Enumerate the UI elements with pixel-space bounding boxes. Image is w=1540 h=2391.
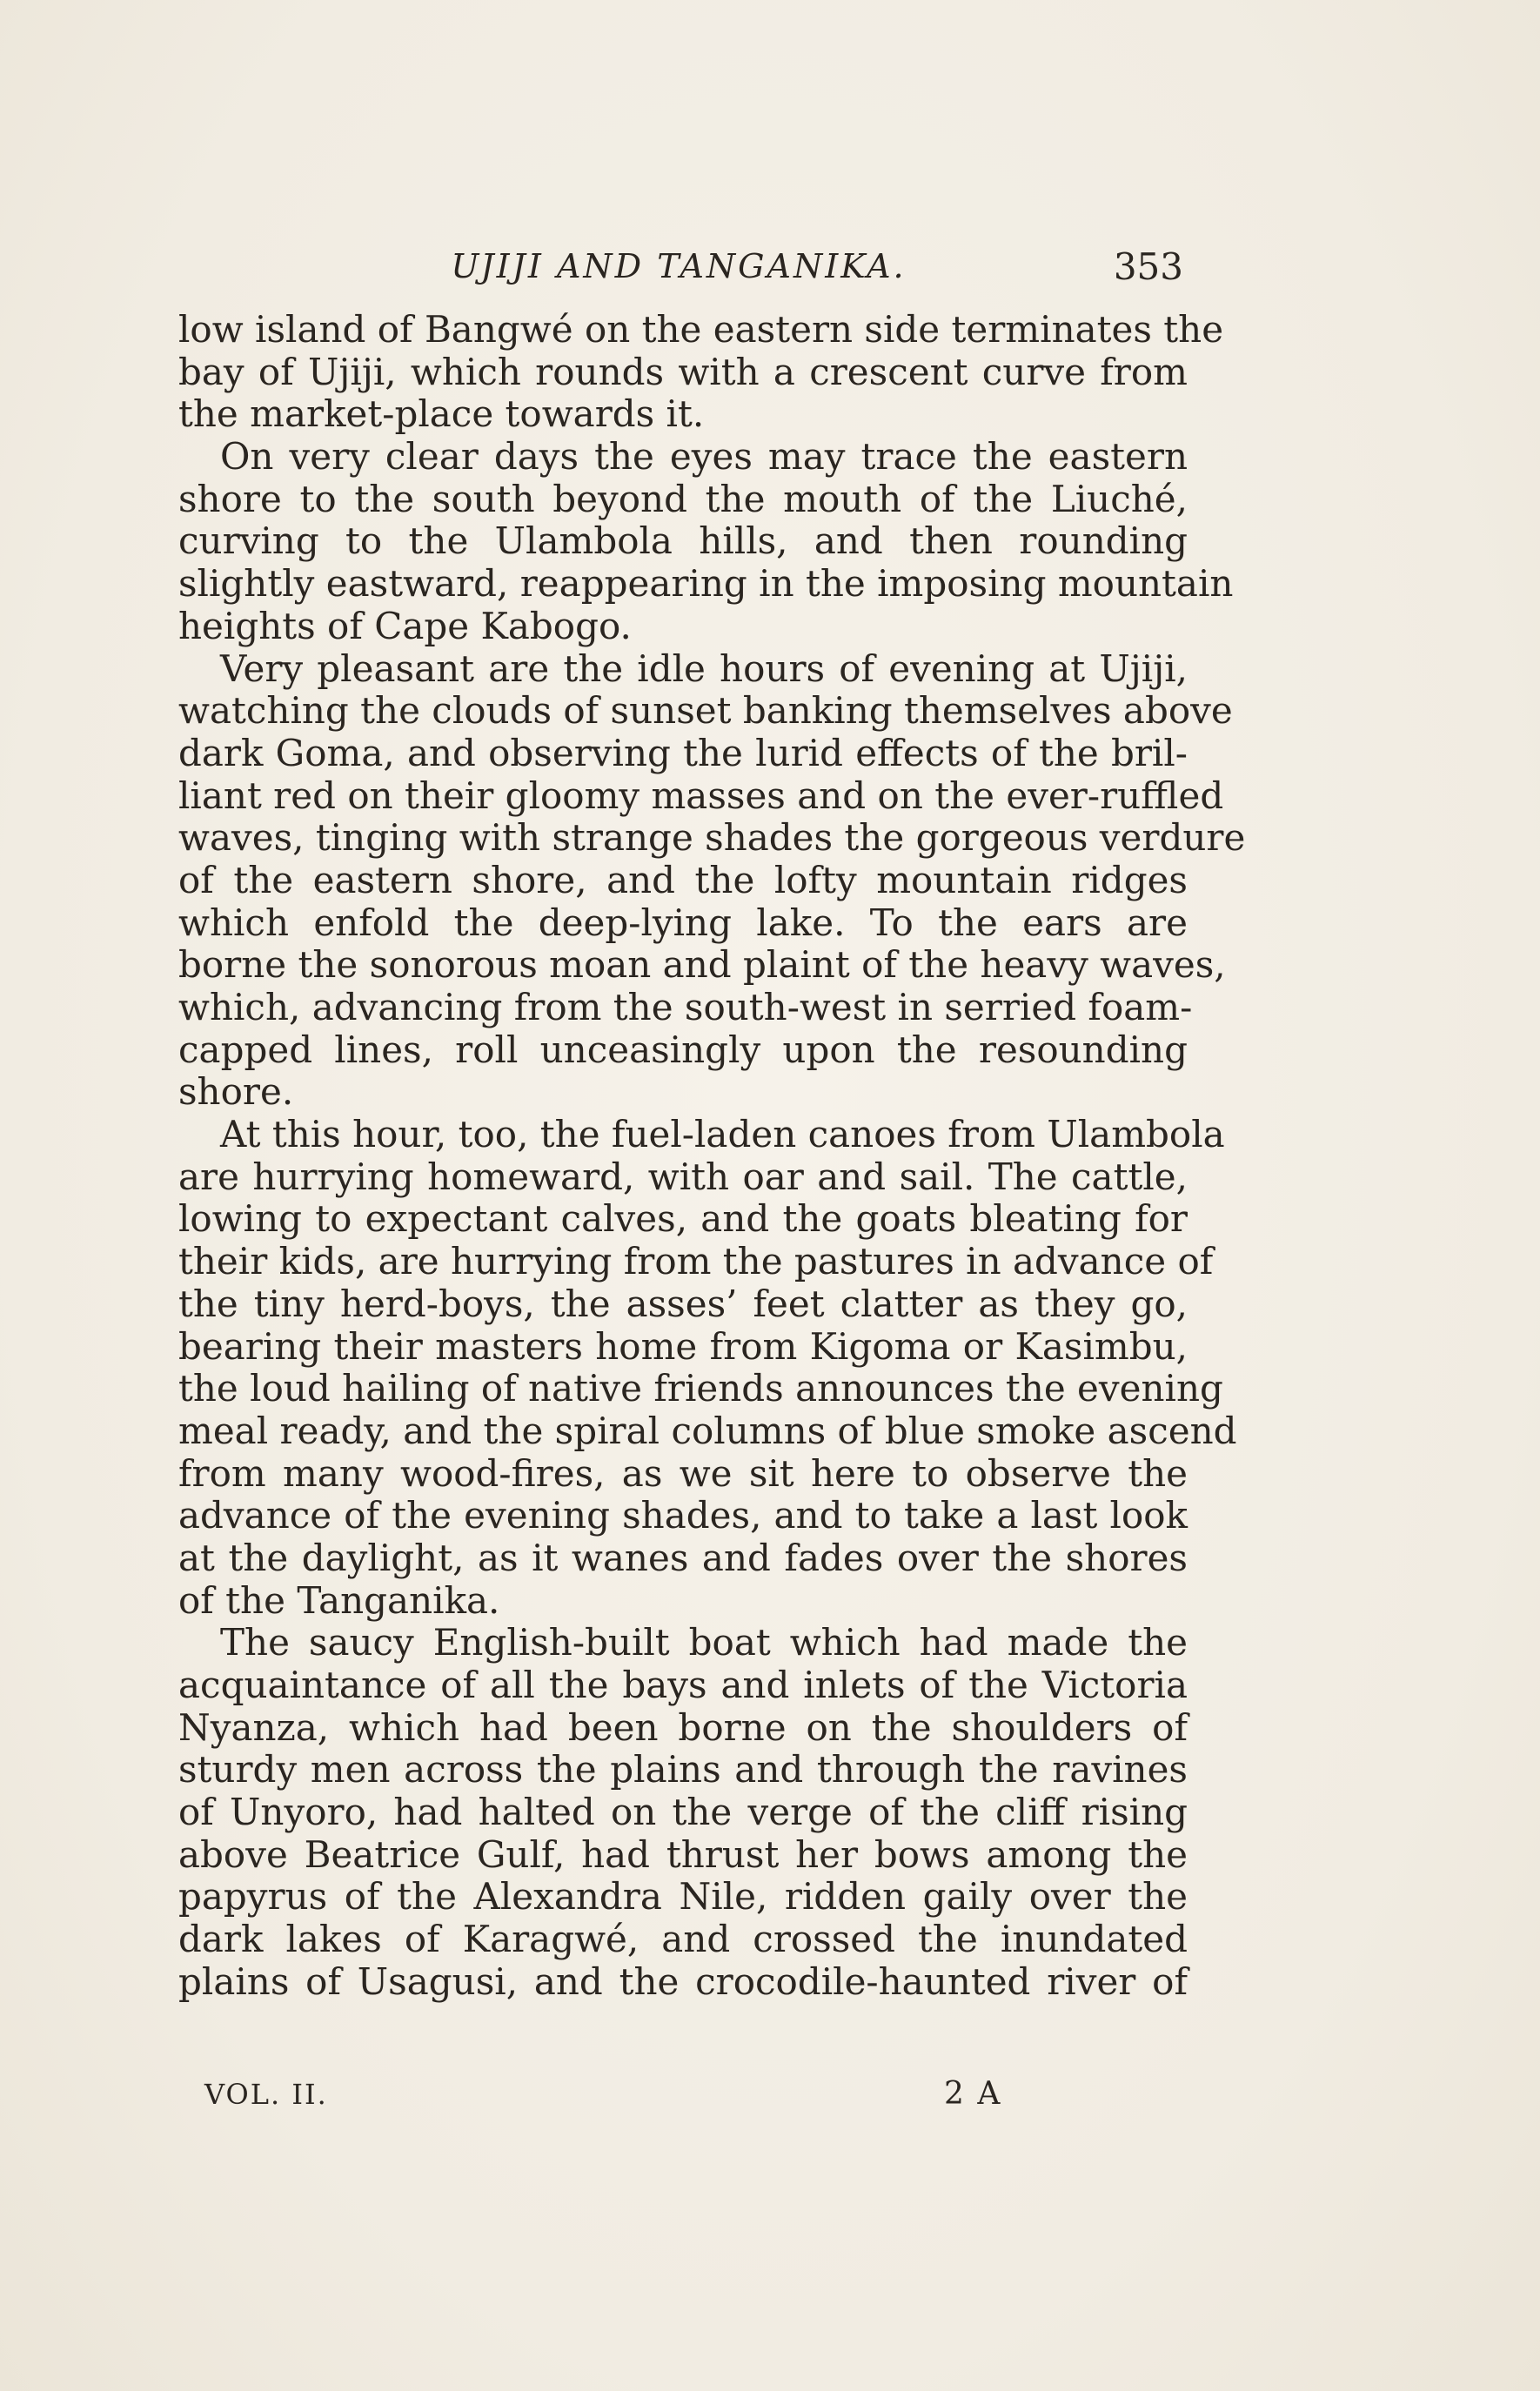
text-line: plains of Usagusi, and the crocodile-haunted river of: [178, 1959, 1188, 2003]
text-line: curving to the Ulambola hills, and then rounding: [178, 519, 1188, 563]
text-line: The saucy English-built boat which had made the: [220, 1621, 1188, 1664]
text-line: the loud hailing of native friends announces the evening: [178, 1367, 1223, 1410]
text-line: which enfold the deep-lying lake. To the ears are: [178, 901, 1188, 944]
text-line: On very clear days the eyes may trace the eastern: [220, 435, 1188, 479]
text-line: lowing to expectant calves, and the goats bleating for: [178, 1197, 1188, 1241]
text-line: low island of Bangwé on the eastern side terminates the: [178, 308, 1224, 351]
text-line: capped lines, roll unceasingly upon the resounding: [178, 1028, 1188, 1071]
text-line: from many wood-fires, as we sit here to observe the: [178, 1451, 1188, 1495]
text-line: dark lakes of Karagwé, and crossed the inundated: [178, 1918, 1188, 1961]
page-footer: [204, 2073, 1057, 2125]
text-line: papyrus of the Alexandra Nile, ridden gaily over the: [178, 1875, 1188, 1919]
text-line: dark Goma, and observing the lurid effects of the bril-: [178, 731, 1188, 774]
text-line: sturdy men across the plains and through the ravines: [178, 1748, 1188, 1792]
text-line: the market-place towards it.: [178, 392, 705, 436]
text-line: are hurrying homeward, with oar and sail. The cattle,: [178, 1155, 1188, 1198]
text-line: bay of Ujiji, which rounds with a crescent curve from: [178, 350, 1188, 393]
text-line: above Beatrice Gulf, had thrust her bows among the: [178, 1832, 1188, 1876]
text-line: at the daylight, as it wanes and fades over the shores: [178, 1536, 1188, 1579]
text-line: of the Tanganika.: [178, 1578, 500, 1622]
text-line: liant red on their gloomy masses and on the ever-ruffled: [178, 774, 1224, 817]
text-line: At this hour, too, the fuel-laden canoes from Ulambola: [220, 1113, 1225, 1156]
text-line: acquaintance of all the bays and inlets of the Victoria: [178, 1664, 1188, 1706]
text-line: heights of Cape Kabogo.: [178, 604, 632, 647]
running-title: UJIJI AND TANGANIKA.: [451, 247, 907, 285]
volume-mark: VOL. II.: [204, 2078, 328, 2111]
text-line: Nyanza, which had been borne on the shoulders of: [178, 1705, 1188, 1749]
text-line: waves, tinging with strange shades the gorgeous verdure: [178, 816, 1246, 860]
text-line: meal ready, and the spiral columns of blue smoke ascend: [178, 1409, 1237, 1452]
page-number: 353: [1113, 245, 1183, 288]
text-line: the tiny herd-boys, the asses’ feet clatter as they go,: [178, 1282, 1188, 1325]
text-line: borne the sonorous moan and plaint of the heavy waves,: [178, 943, 1226, 987]
text-line: slightly eastward, reappearing in the imposing mountain: [178, 562, 1234, 606]
text-line: of the eastern shore, and the lofty mountain ridges: [178, 858, 1188, 901]
text-line: shore to the south beyond the mouth of the Liuché,: [178, 477, 1188, 520]
text-line: their kids, are hurrying from the pastures in advance of: [178, 1240, 1214, 1283]
text-line: shore.: [178, 1070, 294, 1114]
text-line: watching the clouds of sunset banking themselves above: [178, 689, 1233, 733]
text-line: advance of the evening shades, and to take a last look: [178, 1494, 1188, 1537]
body-text: [178, 308, 1246, 2004]
signature-mark: 2 A: [944, 2076, 1002, 2112]
text-line: bearing their masters home from Kigoma or Kasimbu,: [178, 1324, 1188, 1368]
text-line: which, advancing from the south-west in serried foam-: [178, 986, 1193, 1028]
text-line: of Unyoro, had halted on the verge of the cliff rising: [178, 1791, 1188, 1834]
text-line: Very pleasant are the idle hours of evening at Ujiji,: [220, 646, 1188, 690]
running-head: [174, 242, 1183, 294]
